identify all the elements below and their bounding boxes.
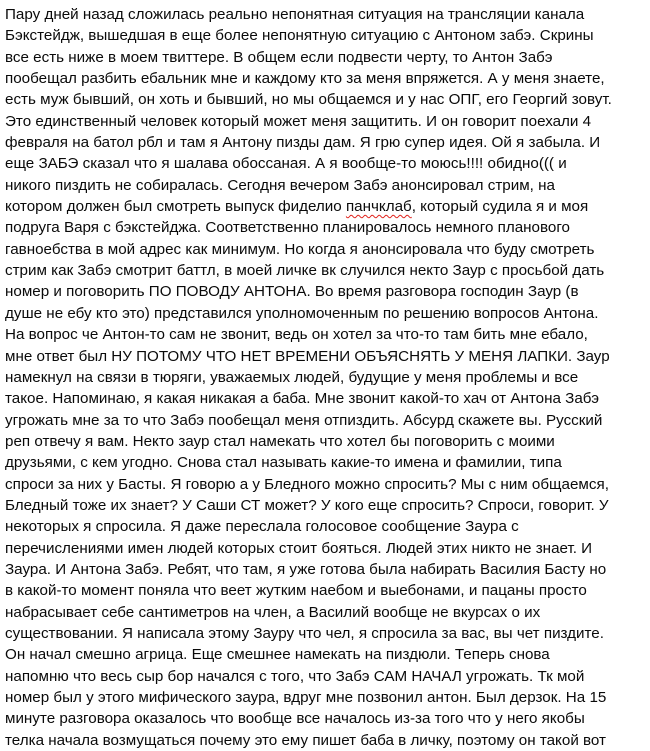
text-line: подруга Варя с бэкстейджа. Соответственно планировалось немного планового bbox=[5, 219, 570, 237]
text-line: номер был у этого мифического заура, вдруг мне позвонил антон. Был дерзок. На 15 bbox=[5, 689, 607, 706]
text-line: февраля на батол рбл и там я Антону пизды дам. Я грю супер идея. Ой я забыла. И bbox=[5, 134, 601, 152]
text-line: гавноебства в мой адрес как минимум. Но когда я анонсировала что буду смотреть bbox=[5, 240, 595, 258]
text-line: стрим как Забэ смотрит баттл, в моей личке вк случился некто Заур с просьбой дать bbox=[5, 262, 605, 280]
text-line: есть муж бывший, он хоть и бывший, но мы общаемся и у нас ОПГ, его Георгий зовут. bbox=[5, 91, 612, 109]
text-line: Заура. И Антона Забэ. Ребят, что там, я уже готова была набирать Василия Басту но bbox=[5, 560, 607, 578]
text-line: мне ответ был НУ ПОТОМУ ЧТО НЕТ ВРЕМЕНИ ОБЪЯСНЯТЬ У МЕНЯ ЛАПКИ. Заур bbox=[5, 347, 610, 365]
text-line: существовании. Я написала этому Зауру что чел, я спросила за вас, вы чет пиздите. bbox=[5, 624, 604, 642]
text-line: Пару дней назад сложилась реально непонятная ситуация на трансляции канала bbox=[5, 6, 585, 23]
text-line: еще ЗАБЭ сказал что я шалава обоссаная. А я вообще-то моюсь!!!! обидно((( и bbox=[5, 155, 567, 173]
text-line: такое. Напоминаю, я какая никакая а баба. Мне звонит какой-то хач от Антона Забэ bbox=[5, 390, 600, 408]
text-line-head: котором должен был смотреть выпуск фиделио bbox=[5, 198, 346, 216]
text-line: минуте разговора оказалось что вообще все началось из-за того что у него якобы bbox=[5, 710, 585, 728]
text-line: реп отвечу я вам. Некто заур стал намекать что хотел бы поговорить с моими bbox=[5, 432, 555, 450]
text-line: намекнул на связи в тюряги, уважаемых людей, будущие у меня проблемы и все bbox=[5, 368, 579, 386]
text-line: в какой-то момент поняла что веет жутким наебом и выебонами, и пацаны просто bbox=[5, 582, 587, 600]
text-line: все есть ниже в моем твиттере. В общем если подвести черту, то Антон Забэ bbox=[5, 48, 553, 66]
text-line: Бледный тоже их знает? У Саши СТ может? У кого еще спросить? Спроси, говорит. У bbox=[5, 496, 609, 514]
text-line: На вопрос че Антон-то сам не звонит, ведь он хотел за что-то там бить мне ебало, bbox=[5, 326, 588, 344]
text-line: Бэкстейдж, вышедшая в еще более непонятную ситуацию с Антоном забэ. Скрины bbox=[5, 27, 594, 45]
text-line-tail: , который судила я и моя bbox=[411, 198, 589, 216]
text-line: спроси за них у Басты. Я говорю а у Бледного можно спросить? Мы с ним общаемся, bbox=[5, 475, 609, 493]
text-line: перечислениями имен людей которых стоит бояться. Людей этих никто не знает. И bbox=[5, 539, 593, 557]
text-line bbox=[5, 196, 645, 217]
text-line: пообещал разбить ебальник мне и каждому кто за меня впряжется. А у меня знаете, bbox=[5, 70, 605, 88]
text-line: угрожать мне за то что Забэ пообещал меня отпиздить. Абсурд скажете вы. Русский bbox=[5, 411, 603, 429]
text-line: друзьями, с кем угодно. Снова стал называть какие-то имена и фамилии, типа bbox=[5, 454, 562, 472]
text-line: напомню что весь сыр бор начался с того, что Забэ САМ НАЧАЛ угрожать. Тк мой bbox=[5, 667, 585, 685]
text-line: номер и поговорить ПО ПОВОДУ АНТОНА. Во время разговора господин Заур (в bbox=[5, 283, 579, 301]
text-line: набрасывает себе сантиметров на член, а Василий вообще не вкурсах о их bbox=[5, 603, 541, 621]
text-line: душе не ебу кто это) представился уполномоченным по решению вопросов Антона. bbox=[5, 304, 599, 322]
text-line: никого пиздить не собиралась. Сегодня вечером Забэ анонсировал стрим, на bbox=[5, 176, 555, 194]
document-text bbox=[5, 4, 645, 751]
text-line: Это единственный человек который может меня защитить. И он говорит поехали 4 bbox=[5, 112, 592, 130]
text-line: Он начал смешно агрица. Еще смешнее намекать на пиздюли. Теперь снова bbox=[5, 646, 550, 664]
misspelled-word[interactable]: панчклаб bbox=[345, 198, 412, 216]
text-line: телка начала возмущаться почему это ему пишет баба в личку, поэтому он такой вот bbox=[5, 731, 606, 749]
text-line: некоторых я спросила. Я даже переслала голосовое сообщение Заура с bbox=[5, 518, 519, 536]
